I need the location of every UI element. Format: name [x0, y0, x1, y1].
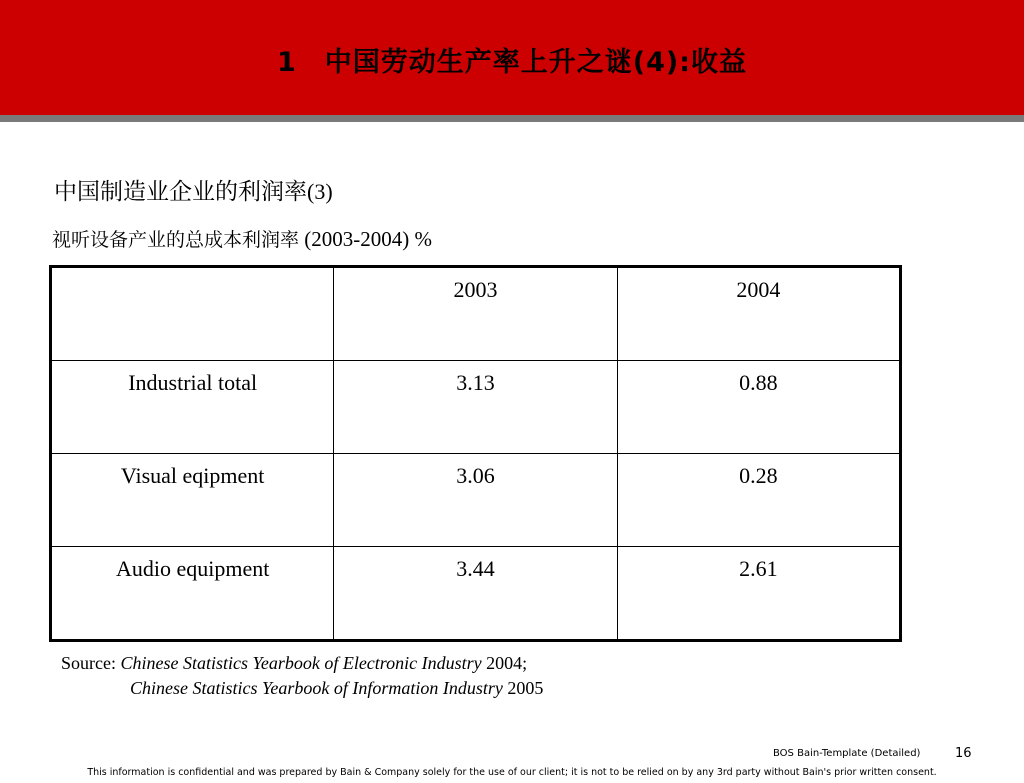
source-note: [61, 651, 543, 701]
table-row: [51, 454, 901, 547]
header-cell: 2003: [334, 267, 617, 361]
row-label: Industrial total: [51, 361, 334, 454]
caption-text: 视听设备产业的总成本利润率: [52, 229, 300, 251]
confidentiality-disclaimer: This information is confidential and was prepared by Bain & Company solely for the use of our client; it is not to be relied on by any 3rd party without Bain's prior written consent.: [87, 767, 937, 778]
source-line-1: [61, 651, 543, 676]
table-caption: [52, 225, 432, 252]
header-divider: [0, 115, 1024, 122]
source-line-2: [61, 676, 543, 701]
table-cell: 0.28: [617, 454, 900, 547]
subtitle-suffix: (3): [307, 179, 333, 204]
subtitle-text: 中国制造业企业的利润率: [54, 179, 307, 205]
header-cell: 2004: [617, 267, 900, 361]
table-cell: 3.13: [334, 361, 617, 454]
caption-suffix: (2003-2004) %: [299, 227, 432, 251]
source-ref-2-title: Chinese Statistics Yearbook of Information Industry: [130, 678, 503, 698]
source-ref-2-year: 2005: [502, 678, 544, 698]
header-cell: [51, 267, 334, 361]
table-row: [51, 547, 901, 641]
section-subtitle: [54, 173, 333, 206]
source-label: Source:: [61, 653, 121, 673]
page-title: 1 中国劳动生产率上升之谜(4):收益: [276, 47, 748, 78]
source-ref-1-title: Chinese Statistics Yearbook of Electronic Industry: [120, 653, 482, 673]
table-cell: 3.06: [334, 454, 617, 547]
page-number: 16: [955, 746, 972, 761]
row-label: Audio equipment: [51, 547, 334, 641]
table-cell: 2.61: [617, 547, 900, 641]
row-label: Visual eqipment: [51, 454, 334, 547]
source-ref-1-year: 2004;: [481, 653, 528, 673]
table-cell: 0.88: [617, 361, 900, 454]
table-header-row: [51, 267, 901, 361]
table-row: [51, 361, 901, 454]
profit-rate-table: [49, 265, 902, 642]
footer-template-tag: BOS Bain-Template (Detailed): [773, 748, 921, 759]
table-cell: 3.44: [334, 547, 617, 641]
